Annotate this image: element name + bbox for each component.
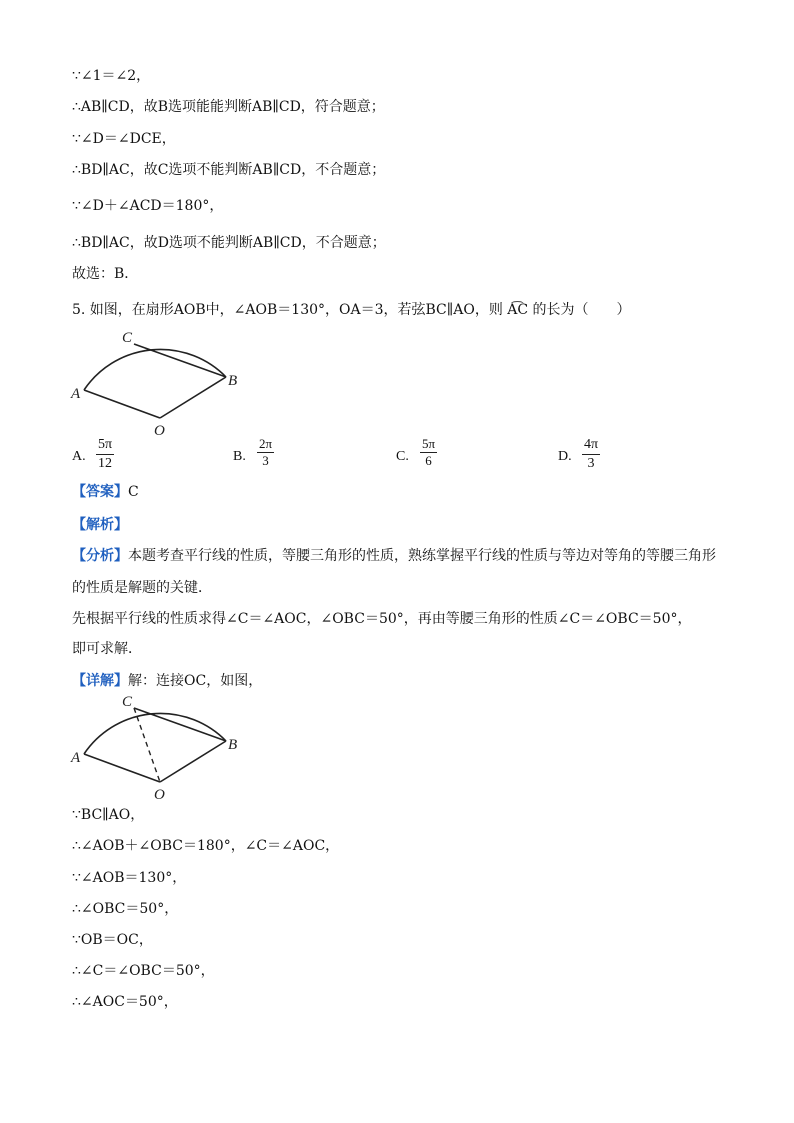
detail-step-1: ∵BC∥AO，: [72, 807, 145, 823]
solution-line-3: ∵∠D＝∠DCE，: [72, 131, 176, 147]
answer-tag: 【答案】: [72, 484, 128, 500]
option-a-denominator: 12: [98, 456, 113, 471]
sector-figure-2: [66, 686, 266, 806]
analysis-tag: 【分析】: [72, 548, 128, 564]
sector-figure-1: [66, 322, 266, 442]
option-d-fraction: [582, 436, 600, 473]
option-c-fraction: [420, 436, 437, 469]
label-a: A: [71, 386, 81, 402]
solution-line-4: ∴BD∥AC，故C选项不能判断AB∥CD，不合题意；: [72, 162, 386, 178]
label-o-2: O: [154, 787, 165, 803]
detail-step-5: ∵OB＝OC，: [72, 932, 153, 948]
chord-bc-2: [134, 708, 226, 741]
option-a-fraction: [96, 436, 114, 473]
label-b: B: [228, 373, 238, 389]
option-b-fraction: [257, 436, 274, 469]
analysis-line-3: 先根据平行线的性质求得∠C＝∠AOC，∠OBC＝50°，再由等腰三角形的性质∠C＝∠OBC＝50°，: [72, 611, 692, 627]
answer-value: C: [128, 484, 139, 500]
answer-line: [72, 482, 139, 502]
option-d-numerator: 4π: [584, 437, 599, 452]
option-d-label: D.: [558, 449, 572, 464]
jiexi-tag: 【解析】: [72, 517, 128, 533]
solution-line-2: ∴AB∥CD，故B选项能能判断AB∥CD，符合题意；: [72, 99, 385, 115]
option-c-denominator: 6: [425, 453, 432, 468]
option-b-numerator: 2π: [259, 436, 273, 451]
label-c: C: [122, 330, 133, 346]
detail-step-3: ∵∠AOB＝130°，: [72, 870, 187, 886]
detail-step-2: ∴∠AOB＋∠OBC＝180°，∠C＝∠AOC，: [72, 838, 340, 854]
radius-oa-2: [84, 754, 160, 782]
detail-step-4: ∴∠OBC＝50°，: [72, 901, 179, 917]
option-c-label: C.: [396, 449, 409, 464]
radius-oa: [84, 390, 160, 418]
question-5-text: 5. 如图，在扇形AOB中，∠AOB＝130°，OA＝3，若弦BC∥AO，则 A͡C 的长为（ ）: [72, 302, 631, 318]
detail-step-7: ∴∠AOC＝50°，: [72, 994, 178, 1010]
solution-line-7: 故选：B．: [72, 266, 139, 282]
option-b-denominator: 3: [262, 453, 269, 468]
radius-ob: [160, 377, 226, 418]
analysis-line-4: 即可求解．: [72, 641, 142, 657]
dashed-oc: [134, 708, 160, 782]
label-c-2: C: [122, 694, 133, 710]
option-d-denominator: 3: [587, 456, 595, 471]
detail-step-6: ∴∠C＝∠OBC＝50°，: [72, 963, 215, 979]
option-c-numerator: 5π: [422, 436, 436, 451]
analysis-text-1: 本题考查平行线的性质，等腰三角形的性质，熟练掌握平行线的性质与等边对等角的等腰三角形: [128, 548, 716, 564]
jiexi-heading: [72, 515, 128, 535]
radius-ob-2: [160, 741, 226, 782]
label-o: O: [154, 423, 165, 439]
chord-bc: [134, 344, 226, 377]
option-b-label: B.: [233, 449, 246, 464]
label-b-2: B: [228, 737, 238, 753]
detail-tag: 【详解】: [72, 673, 128, 689]
analysis-line-2: 的性质是解题的关键．: [72, 580, 212, 596]
analysis-line-1: [72, 546, 716, 566]
detail-intro: 解：连接OC，如图，: [128, 673, 263, 689]
solution-line-5: ∵∠D＋∠ACD＝180°，: [72, 198, 224, 214]
label-a-2: A: [71, 750, 81, 766]
option-a-numerator: 5π: [98, 437, 113, 452]
option-a-label: A.: [72, 449, 86, 464]
solution-line-6: ∴BD∥AC，故D选项不能判断AB∥CD，不合题意；: [72, 235, 386, 251]
solution-line-1: ∵∠1＝∠2，: [72, 68, 151, 84]
